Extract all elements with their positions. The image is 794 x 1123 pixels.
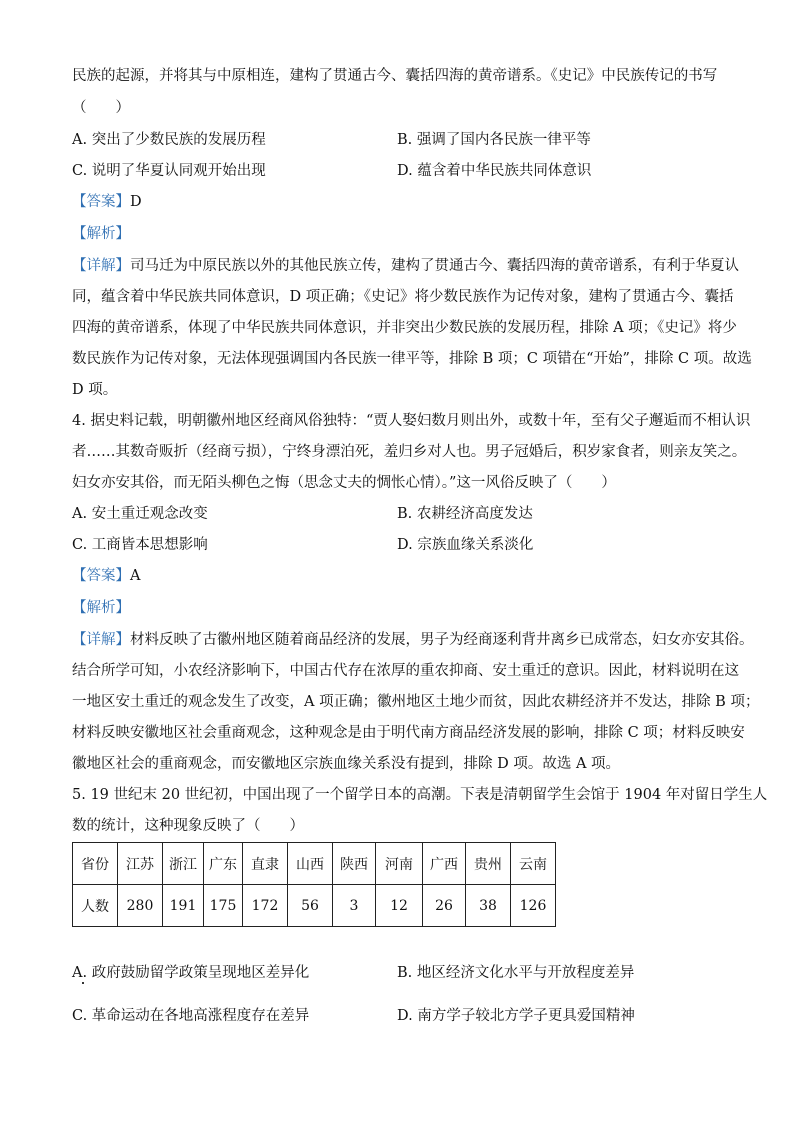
table-cell: 广东 <box>204 843 243 885</box>
stray-dot <box>82 982 84 984</box>
table-cell: 云南 <box>511 843 556 885</box>
table-cell: 191 <box>163 885 204 927</box>
q5-option-a[interactable]: A. 政府鼓励留学政策呈现地区差异化 <box>72 965 310 981</box>
table-cell: 陕西 <box>333 843 376 885</box>
q4-detail-line-1 <box>72 630 754 650</box>
q3-answer-tag: 【答案】 <box>72 194 130 210</box>
table-cell: 山西 <box>288 843 333 885</box>
q4-option-d[interactable]: D. 宗族血缘关系淡化 <box>397 537 534 553</box>
q4-detail-tag: 【详解】 <box>72 632 130 648</box>
q4-answer-tag: 【答案】 <box>72 568 130 584</box>
q4-option-b[interactable]: B. 农耕经济高度发达 <box>397 506 533 522</box>
q3-option-a[interactable]: A. 突出了少数民族的发展历程 <box>72 132 266 148</box>
table-cell: 人数 <box>73 885 118 927</box>
q3-option-b[interactable]: B. 强调了国内各民族一律平等 <box>397 132 591 148</box>
q4-answer <box>72 566 140 586</box>
table-cell: 12 <box>376 885 423 927</box>
q4-detail-line-5: 徽地区社会的重商观念，而安徽地区宗族血缘关系没有提到，排除 D 项。故选 A 项。 <box>72 756 621 772</box>
q4-detail-text-1: 材料反映了古徽州地区随着商品经济的发展，男子为经商逐利背井离乡已成常态，妇女亦安其俗。 <box>130 632 754 648</box>
q5-option-d[interactable]: D. 南方学子较北方学子更具爱国精神 <box>397 1008 635 1024</box>
table-cell: 56 <box>288 885 333 927</box>
q4-stem-line-3: 妇女亦安其俗，而无陌头柳色之悔（思念丈夫的惆怅心情）。”这一风俗反映了（ ） <box>72 475 616 491</box>
table-cell: 175 <box>204 885 243 927</box>
q4-stem-line-2: 者……其数奇贩折（经商亏损），宁终身漂泊死，羞归乡对人也。男子冠婚后，积岁家食者，则亲友笑之。 <box>72 444 747 460</box>
q3-detail-line-3: 四海的黄帝谱系，体现了中华民族共同体意识，并非突出少数民族的发展历程，排除 A 项；《史记》将少 <box>72 320 737 336</box>
table-cell: 126 <box>511 885 556 927</box>
q3-analysis-tag <box>72 224 130 244</box>
q5-option-c[interactable]: C. 革命运动在各地高涨程度存在差异 <box>72 1008 310 1024</box>
q4-stem-line-1: 4. 据史料记载，明朝徽州地区经商风俗独特：“贾人娶妇数月则出外，或数十年，至有父子邂逅而不相认识 <box>72 413 751 429</box>
q4-option-a[interactable]: A. 安土重迁观念改变 <box>72 506 208 522</box>
q4-detail-line-3: 一地区安土重迁的观念发生了改变，A 项正确；徽州地区土地少而贫，因此农耕经济并不发达，排除 B 项； <box>72 694 760 710</box>
q4-analysis-label: 【解析】 <box>72 600 130 616</box>
q3-stem-line-1: 民族的起源，并将其与中原相连，建构了贯通古今、囊括四海的黄帝谱系。《史记》中民族传记的书写 <box>72 68 718 84</box>
table-row <box>73 885 556 927</box>
q5-stem-line-2: 数的统计，这种现象反映了（ ） <box>72 818 304 834</box>
q4-detail-line-4: 材料反映安徽地区社会重商观念，这种观念是由于明代南方商品经济发展的影响，排除 C 项；材料反映安 <box>72 725 745 741</box>
q3-detail-line-1 <box>72 256 739 276</box>
q3-answer-value: D <box>130 194 142 210</box>
q4-detail-line-2: 结合所学可知，小农经济影响下，中国古代存在浓厚的重农抑商、安土重迁的意识。因此，材料说明在这 <box>72 663 739 679</box>
q3-detail-line-5: D 项。 <box>72 382 118 398</box>
table-cell: 省份 <box>73 843 118 885</box>
table-cell: 江苏 <box>118 843 163 885</box>
table-cell: 浙江 <box>163 843 204 885</box>
q3-detail-text-1: 司马迁为中原民族以外的其他民族立传，建构了贯通古今、囊括四海的黄帝谱系，有利于华夏认 <box>130 258 739 274</box>
q3-detail-line-2: 同，蕴含着中华民族共同体意识，D 项正确；《史记》将少数民族作为记传对象，建构了贯通古今、囊括 <box>72 289 734 305</box>
table-cell: 26 <box>423 885 466 927</box>
table-cell: 直隶 <box>243 843 288 885</box>
table-header-row <box>73 843 556 885</box>
table-cell: 38 <box>466 885 511 927</box>
q5-stem-line-1: 5. 19 世纪末 20 世纪初，中国出现了一个留学日本的高潮。下表是清朝留学生会馆于 1904 年对留日学生人 <box>72 787 768 803</box>
table-cell: 贵州 <box>466 843 511 885</box>
table-cell: 广西 <box>423 843 466 885</box>
table-cell: 172 <box>243 885 288 927</box>
q4-analysis-tag <box>72 598 130 618</box>
q5-option-b[interactable]: B. 地区经济文化水平与开放程度差异 <box>397 965 635 981</box>
table-cell: 3 <box>333 885 376 927</box>
q4-option-c[interactable]: C. 工商皆本思想影响 <box>72 537 208 553</box>
q3-stem-line-2: （ ） <box>72 100 130 116</box>
student-count-table <box>72 842 556 927</box>
q3-option-c[interactable]: C. 说明了华夏认同观开始出现 <box>72 163 266 179</box>
q3-analysis-label: 【解析】 <box>72 226 130 242</box>
q3-answer <box>72 192 142 212</box>
table-cell: 河南 <box>376 843 423 885</box>
q3-detail-line-4: 数民族作为记传对象，无法体现强调国内各民族一律平等，排除 B 项；C 项错在“开始”，排除 C 项。故选 <box>72 351 752 367</box>
q4-answer-value: A <box>130 568 141 584</box>
table-cell: 280 <box>118 885 163 927</box>
q3-option-d[interactable]: D. 蕴含着中华民族共同体意识 <box>397 163 592 179</box>
q3-detail-tag: 【详解】 <box>72 258 130 274</box>
